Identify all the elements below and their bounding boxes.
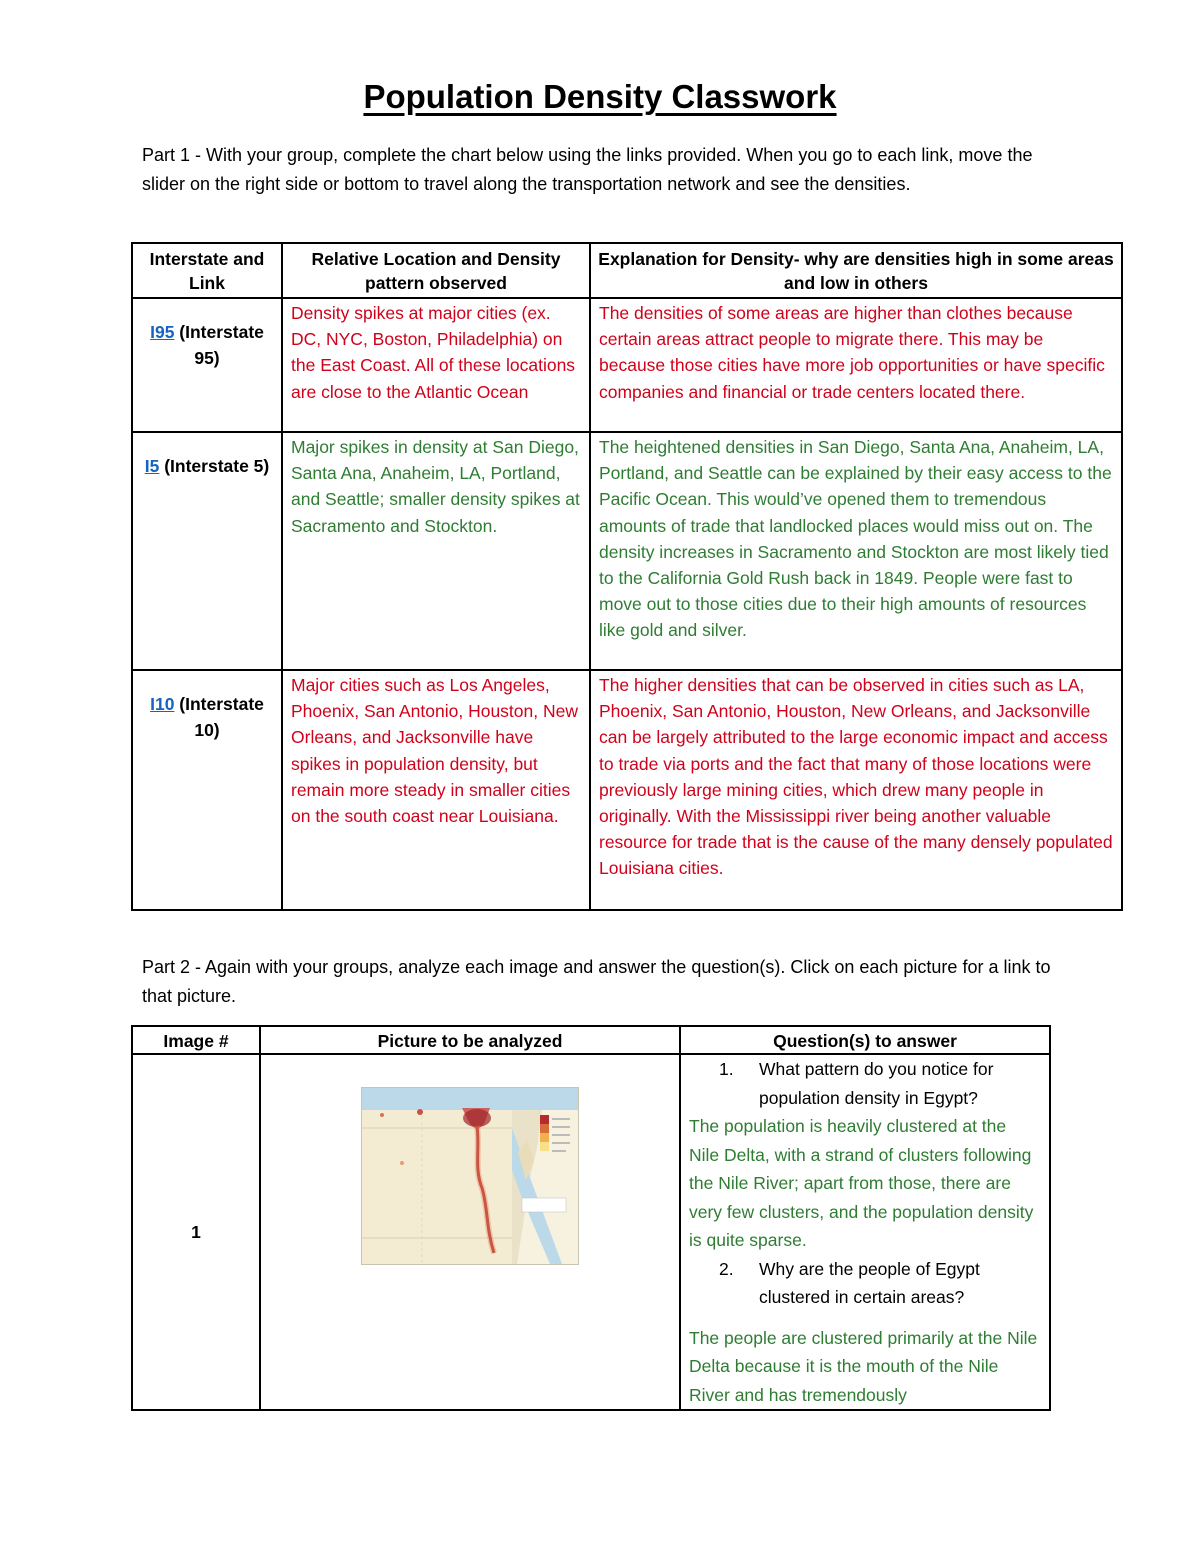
i10-link[interactable]: I10 <box>150 694 175 714</box>
picture-cell <box>260 1054 680 1410</box>
question-text: Why are the people of Egypt clustered in certain areas? <box>759 1258 980 1307</box>
header-interstate: Interstate and Link <box>132 243 282 298</box>
explanation-cell: The heightened densities in San Diego, Santa Ana, Anaheim, LA, Portland, and Seattle can be explained by their easy access to the Pacific Ocean. This would’ve opened them to tremendous amounts of trade that landlocked places would miss out on. The density increases in Sacramento and Stockton are most likely tied to the California Gold Rush back in 1849. People were fast to move out to those cities due to their high amounts of resources like gold and silver. <box>590 432 1122 670</box>
pattern-cell: Major cities such as Los Angeles, Phoenix, San Antonio, Houston, New Orleans, and Jacksonville have spikes in population density, but remain more steady in smaller cities on the south coast near Louisiana. <box>282 670 590 910</box>
interstate-label: (Interstate 10) <box>174 694 264 741</box>
question-number: 2. <box>719 1258 734 1279</box>
image-number: 1 <box>132 1054 260 1410</box>
table-row <box>132 670 1122 910</box>
image-analysis-table <box>131 1025 1051 1411</box>
egypt-population-map[interactable] <box>361 1087 579 1265</box>
header-pattern: Relative Location and Density pattern observed <box>282 243 590 298</box>
table-row <box>132 432 1122 670</box>
interstate-cell <box>132 670 282 910</box>
question-item <box>689 1055 1041 1112</box>
interstate-cell <box>132 432 282 670</box>
header-questions: Question(s) to answer <box>680 1026 1050 1054</box>
interstate-density-table <box>131 242 1123 911</box>
part2-instructions: Part 2 - Again with your groups, analyze each image and answer the question(s). Click on each picture for a link to that picture. <box>142 957 1051 1006</box>
header-explanation: Explanation for Density- why are densities high in some areas and low in others <box>590 243 1122 298</box>
explanation-cell: The densities of some areas are higher than clothes because certain areas attract people to migrate there. This may be because those cities have more job opportunities or have specific companies and financial or trade centers located there. <box>590 298 1122 432</box>
explanation-cell: The higher densities that can be observed in cities such as LA, Phoenix, San Antonio, Houston, New Orleans, and Jacksonville can be largely attributed to the large economic impact and access to trade via ports and the fact that many of those locations were previously large mining cities, which drew many people in originally. With the Mississippi river being another valuable resource for trade that is the cause of the many densely populated Louisiana cities. <box>590 670 1122 910</box>
questions-cell <box>680 1054 1050 1410</box>
answer-text: The population is heavily clustered at the Nile Delta, with a strand of clusters following the Nile River; apart from those, there are very few clusters, and the population density is quite sparse. <box>689 1116 1034 1250</box>
page-title: Population Density Classwork <box>363 78 837 115</box>
table-row <box>132 1054 1050 1410</box>
header-picture: Picture to be analyzed <box>260 1026 680 1054</box>
pattern-cell: Density spikes at major cities (ex. DC, NYC, Boston, Philadelphia) on the East Coast. All of these locations are close to the Atlantic Ocean <box>282 298 590 432</box>
interstate-cell <box>132 298 282 432</box>
egypt-map-graphic <box>362 1088 578 1264</box>
table-header-row <box>132 243 1122 298</box>
interstate-label: (Interstate 95) <box>174 322 264 369</box>
i95-link[interactable]: I95 <box>150 322 175 342</box>
table-row <box>132 298 1122 432</box>
table-header-row <box>132 1026 1050 1054</box>
pattern-cell: Major spikes in density at San Diego, Santa Ana, Anaheim, LA, Portland, and Seattle; smaller density spikes at Sacramento and Stockton. <box>282 432 590 670</box>
i5-link[interactable]: I5 <box>144 456 160 476</box>
answer-text: The people are clustered primarily at the Nile Delta because it is the mouth of the Nile River and has tremendously <box>689 1327 1038 1405</box>
question-item <box>689 1255 1041 1312</box>
question-text: What pattern do you notice for population density in Egypt? <box>759 1059 994 1108</box>
header-image-number: Image # <box>132 1026 260 1054</box>
interstate-label: (Interstate 5) <box>159 456 270 476</box>
part1-instructions: Part 1 - With your group, complete the chart below using the links provided. When you go to each link, move the slider on the right side or bottom to travel along the transportation network and see the densities. <box>142 145 1033 194</box>
question-number: 1. <box>719 1059 734 1079</box>
